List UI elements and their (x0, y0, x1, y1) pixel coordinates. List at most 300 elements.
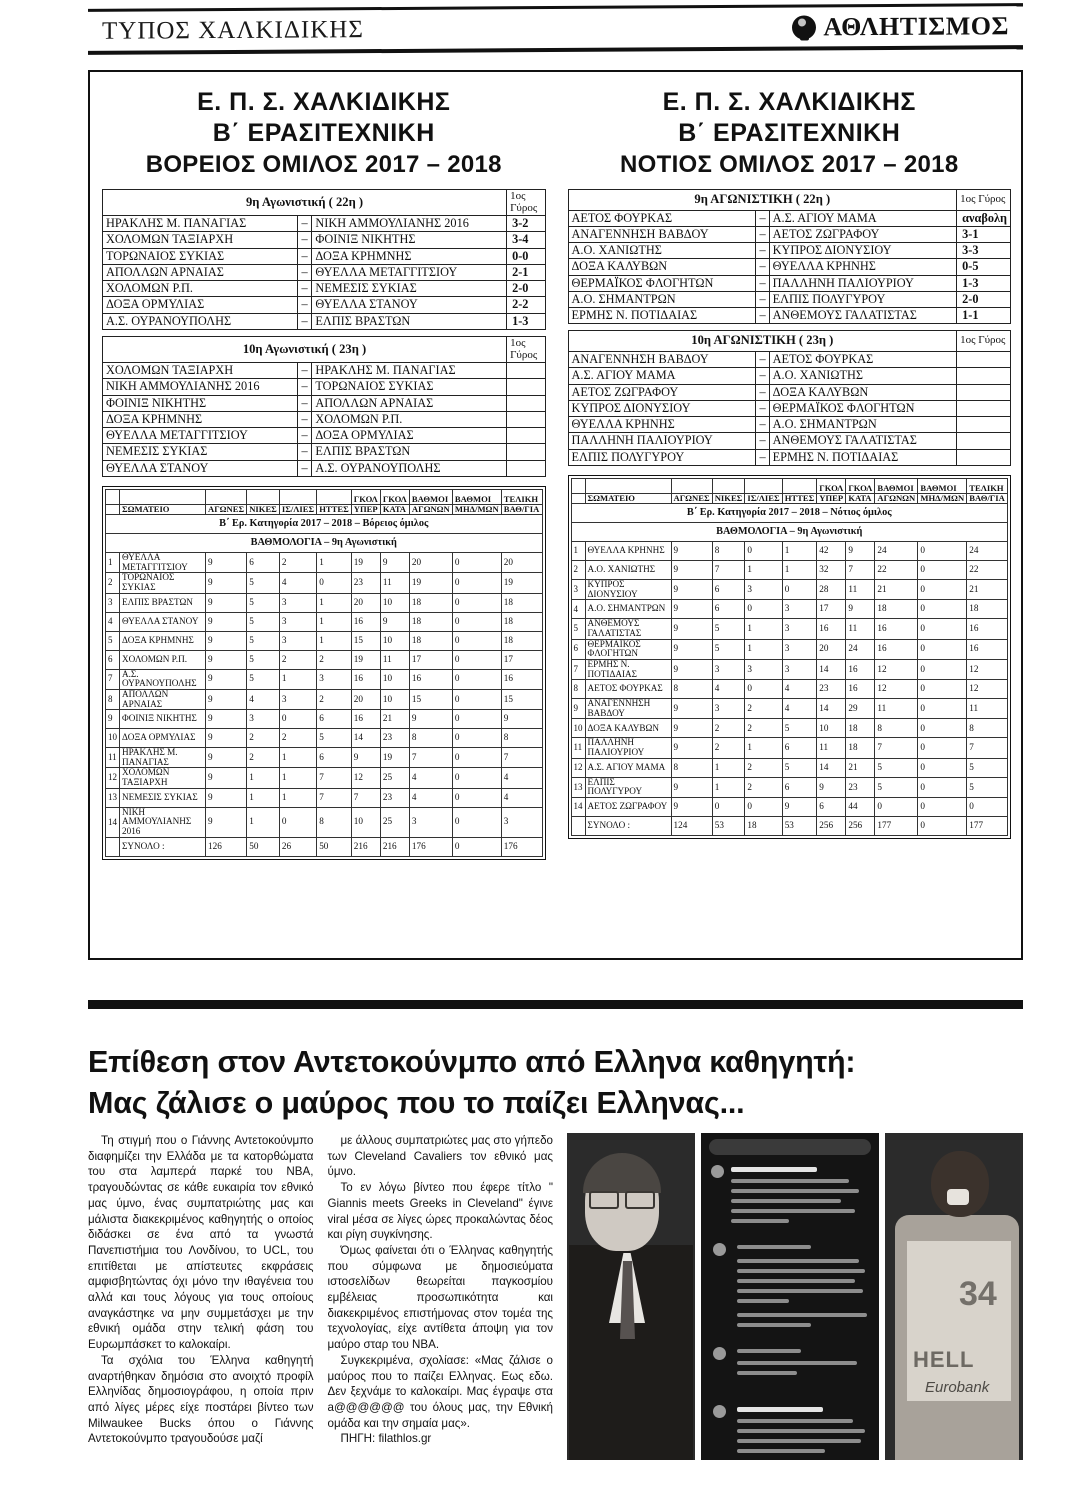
standings-position: 14 (571, 798, 585, 817)
standings-d: 0 (279, 710, 316, 729)
screenshot-avatar-4 (713, 1405, 726, 1418)
screenshot-text-line (737, 1349, 801, 1353)
standings-d: 2 (745, 699, 782, 719)
fixture-row (568, 368, 1011, 384)
standings-pen: 0 (452, 748, 501, 768)
standings-l: 7 (317, 788, 352, 807)
standings-l: 8 (317, 807, 352, 837)
north-standings-table (105, 489, 543, 857)
fixture-score: 3-4 (507, 232, 545, 248)
standings-position: 2 (571, 560, 585, 579)
standings-team-name: ΑΝΑΓΕΝΝΗΣΗ ΒΑΒΔΟΥ (585, 699, 671, 719)
standings-gf: 12 (351, 768, 380, 788)
standings-row (571, 738, 1008, 758)
standings-pen: 0 (452, 689, 501, 709)
standings-l: 1 (317, 631, 352, 650)
standings-pts: 0 (875, 798, 918, 817)
standings-team-name: Α.Ο. ΣΗΜΑΝΤΡΩΝ (585, 600, 671, 619)
south-md9-round-header: 1ος Γύρος (957, 190, 1011, 211)
standings-total: 11 (967, 699, 1008, 719)
standings-col-header-top: ΒΑΘΜΟΙ (918, 478, 967, 493)
fixture-row (103, 281, 546, 297)
standings-gf: 19 (351, 552, 380, 572)
south-md10-fixtures (568, 352, 1011, 466)
standings-position: 10 (571, 719, 585, 738)
standings-team-name: ΑΝΘΕΜΟΥΣ ΓΑΛΑΤΙΣΤΑΣ (585, 619, 671, 639)
standings-d: 1 (279, 748, 316, 768)
fixture-dash: – (756, 308, 769, 324)
standings-gf: 23 (351, 573, 380, 593)
standings-gf: 16 (817, 619, 846, 639)
fixture-row (103, 313, 546, 329)
standings-l: 3 (782, 639, 817, 659)
standings-col-header-top (571, 478, 585, 493)
glasses-icon (589, 1191, 655, 1205)
standings-row (571, 699, 1008, 719)
standings-gf: 9 (817, 777, 846, 797)
standings-col-header-top: ΒΑΘΜΟΙ (452, 489, 501, 504)
standings-col-header-top: ΒΑΘΜΟΙ (875, 478, 918, 493)
fixture-score: 3-2 (507, 216, 545, 232)
standings-p: 9 (206, 650, 247, 669)
standings-col-header-top: ΤΕΛΙΚΗ (501, 489, 542, 504)
standings-p: 9 (206, 748, 247, 768)
standings-total: 8 (967, 719, 1008, 738)
fixture-score: 0-0 (507, 248, 545, 264)
standings-row (571, 798, 1008, 817)
fixture-home-team: ΑΝΑΓΕΝΝΗΣΗ ΒΑΒΔΟΥ (568, 226, 756, 242)
standings-gf: 14 (817, 659, 846, 679)
standings-position: 11 (106, 748, 120, 768)
standings-ga: 16 (846, 659, 875, 679)
fixture-home-team: Α.Ο. ΧΑΝΙΩΤΗΣ (568, 243, 756, 259)
standings-col-header-top (745, 478, 782, 493)
standings-header-row-top (571, 478, 1008, 493)
standings-team-name: ΘΕΡΜΑΪΚΟΣ ΦΛΟΓΗΤΩΝ (585, 639, 671, 659)
standings-ga: 10 (380, 631, 409, 650)
north-standings-caption1: Β΄ Ερ. Κατηγορία 2017 – 2018 – Βόρειος όμιλος (106, 514, 543, 533)
fixture-score: 3-1 (957, 226, 1011, 242)
photo-giannis-antetokounmpo (885, 1133, 1023, 1460)
standings-pts: 17 (409, 650, 452, 669)
fixture-away-team: ΚΥΠΡΟΣ ΔΙΟΝΥΣΙΟΥ (769, 243, 957, 259)
standings-ga: 29 (846, 699, 875, 719)
standings-p: 9 (206, 729, 247, 748)
standings-position: 12 (571, 758, 585, 777)
standings-ga: 25 (380, 768, 409, 788)
standings-ga: 16 (846, 680, 875, 699)
standings-col-header-top (247, 489, 280, 504)
standings-d: 3 (279, 593, 316, 612)
fixture-home-team: ΤΟΡΩΝΑΙΟΣ ΣΥΚΙΑΣ (103, 248, 298, 264)
fixture-score (507, 395, 545, 411)
fixture-home-team: ΑΝΑΓΕΝΝΗΣΗ ΒΑΒΔΟΥ (568, 352, 756, 368)
standings-total: 0 (967, 798, 1008, 817)
standings-p: 9 (206, 788, 247, 807)
south-md10-round-header: 1ος Γύρος (957, 331, 1011, 352)
fixture-row (103, 411, 546, 427)
standings-col-header: ΑΓΩΝΩΝ (409, 504, 452, 514)
professor-hair (583, 1153, 661, 1193)
fixture-home-team: ΑΕΤΟΣ ΦΟΥΡΚΑΣ (568, 210, 756, 226)
standings-col-header: ΒΑΘ/ΓΙΑ (501, 504, 542, 514)
south-group-column (556, 72, 1022, 958)
fixture-away-team: ΘΥΕΛΛΑ ΚΡΗΝΗΣ (769, 259, 957, 275)
fixture-dash: – (297, 297, 312, 313)
standings-row (106, 807, 543, 837)
standings-pts: 16 (409, 669, 452, 689)
standings-p: 8 (671, 758, 712, 777)
standings-pen: 0 (452, 612, 501, 631)
standings-total-d: 26 (279, 837, 316, 856)
standings-col-header-top (782, 478, 817, 493)
south-md10-header: 10η ΑΓΩΝΙΣΤΙΚΗ ( 23η ) (568, 331, 957, 352)
standings-col-header-top (712, 478, 745, 493)
standings-ga: 10 (380, 593, 409, 612)
fixture-row (103, 363, 546, 379)
standings-position: 8 (106, 689, 120, 709)
standings-l: 2 (317, 689, 352, 709)
fixture-row (103, 232, 546, 248)
north-title-line2: Β΄ ΕΡΑΣΙΤΕΧΝΙΚΗ (212, 119, 435, 147)
north-standings-caption2: ΒΑΘΜΟΛΟΓΙΑ – 9η Αγωνιστική (106, 533, 543, 552)
fixture-away-team: Α.Σ. ΟΥΡΑΝΟΥΠΟΛΗΣ (312, 460, 507, 476)
standings-team-name: ΧΟΛΟΜΩΝ ΤΑΞΙΑΡΧΗ (120, 768, 206, 788)
standings-pts: 18 (409, 612, 452, 631)
standings-row (571, 560, 1008, 579)
fixture-away-team: ΑΠΟΛΛΩΝ ΑΡΝΑΙΑΣ (312, 395, 507, 411)
standings-row (571, 680, 1008, 699)
standings-pen: 0 (452, 710, 501, 729)
fixture-score (957, 449, 1011, 465)
standings-team-name: ΚΥΠΡΟΣ ΔΙΟΝΥΣΙΟΥ (585, 579, 671, 599)
standings-gf: 14 (817, 699, 846, 719)
fixture-home-team: Α.Ο. ΣΗΜΑΝΤΡΩΝ (568, 291, 756, 307)
standings-total-position (571, 817, 585, 836)
fixture-home-team: ΝΙΚΗ ΑΜΜΟΥΛΙΑΝΗΣ 2016 (103, 379, 298, 395)
standings-total-gf: 256 (817, 817, 846, 836)
fixture-home-team: ΚΥΠΡΟΣ ΔΙΟΝΥΣΙΟΥ (568, 400, 756, 416)
standings-d: 1 (745, 639, 782, 659)
south-md9-header: 9η ΑΓΩΝΙΣΤΙΚΗ ( 22η ) (568, 190, 957, 211)
standings-d: 2 (279, 552, 316, 572)
fixture-home-team: Α.Σ. ΟΥΡΑΝΟΥΠΟΛΗΣ (103, 313, 298, 329)
fixture-away-team: ΘΥΕΛΛΑ ΣΤΑΝΟΥ (312, 297, 507, 313)
standings-p: 9 (671, 541, 712, 560)
screenshot-author-4 (737, 1407, 823, 1412)
standings-p: 9 (671, 619, 712, 639)
standings-ga: 11 (846, 579, 875, 599)
standings-pts: 3 (409, 807, 452, 837)
fixture-away-team: ΕΡΜΗΣ Ν. ΠΟΤΙΔΑΙΑΣ (769, 449, 957, 465)
fixture-score: 2-0 (507, 281, 545, 297)
fixtures-gap (103, 329, 546, 336)
standings-gf: 10 (351, 807, 380, 837)
standings-d: 1 (279, 788, 316, 807)
standings-row (106, 689, 543, 709)
south-title-line3: ΝΟΤΙΟΣ ΟΜΙΛΟΣ 2017 – 2018 (620, 151, 959, 178)
jersey-number: 34 (959, 1275, 997, 1313)
standings-col-header-top (120, 489, 206, 504)
standings-col-header: ΜΗΔ/ΜΩΝ (918, 493, 967, 503)
fixture-home-team: ΑΕΤΟΣ ΖΩΓΡΑΦΟΥ (568, 384, 756, 400)
standings-w: 3 (712, 659, 745, 679)
article-col2-paragraph2: Το εν λόγω βίντεο που έφερε τίτλο " Giannis meets Greeks in Cleveland" έγινε viral μέσα σε λίγες ώρες προκαλώντας δέος και ρίγη συγκίνησης. (327, 1181, 553, 1242)
standings-position: 2 (106, 573, 120, 593)
standings-pen: 0 (452, 650, 501, 669)
fixture-row (568, 352, 1011, 368)
screenshot-text-line (731, 1219, 789, 1223)
standings-pts: 5 (875, 777, 918, 797)
fixture-away-team: ΔΟΞΑ ΚΑΛΥΒΩΝ (769, 384, 957, 400)
standings-col-header: ΝΙΚΕΣ (247, 504, 280, 514)
fixture-score: 1-3 (957, 275, 1011, 291)
standings-p: 9 (671, 719, 712, 738)
fixture-dash: – (297, 232, 312, 248)
standings-ga: 11 (380, 650, 409, 669)
standings-total-d: 18 (745, 817, 782, 836)
standings-total-p: 124 (671, 817, 712, 836)
section-label: ΑΘΛΗΤΙΣΜΟΣ (823, 10, 1009, 41)
standings-ga: 18 (846, 738, 875, 758)
fixture-dash: – (297, 411, 312, 427)
standings-position: 5 (571, 619, 585, 639)
fixture-away-team: ΘΕΡΜΑΪΚΟΣ ΦΛΟΓΗΤΩΝ (769, 400, 957, 416)
fixture-score: 1-3 (507, 313, 545, 329)
standings-position: 3 (106, 593, 120, 612)
screenshot-text-line (737, 1429, 865, 1433)
standings-pts: 8 (875, 719, 918, 738)
standings-ga: 9 (846, 541, 875, 560)
standings-total-w: 53 (712, 817, 745, 836)
standings-position: 3 (571, 579, 585, 599)
screenshot-text-line (737, 1361, 857, 1365)
standings-gf: 32 (817, 560, 846, 579)
standings-p: 9 (671, 600, 712, 619)
standings-col-header: ΑΓΩΝΩΝ (875, 493, 918, 503)
standings-team-name: ΤΟΡΩΝΑΙΟΣ ΣΥΚΙΑΣ (120, 573, 206, 593)
standings-l: 6 (782, 777, 817, 797)
standings-total: 16 (967, 619, 1008, 639)
screenshot-text-line (731, 1179, 849, 1183)
fixture-dash: – (756, 275, 769, 291)
article-col2-paragraph1: με άλλους συμπατριώτες μας στο γήπεδο των Cleveland Cavaliers τον εθνικό μας ύμνο. (327, 1134, 553, 1179)
fixture-score (957, 384, 1011, 400)
league-tables-frame (88, 70, 1023, 960)
standings-row (571, 659, 1008, 679)
north-md10-header-row (103, 336, 546, 362)
fixture-row (568, 433, 1011, 449)
south-standings-body (571, 541, 1008, 835)
standings-total-label: ΣΥΝΟΛΟ : (585, 817, 671, 836)
standings-l: 1 (782, 541, 817, 560)
standings-d: 3 (745, 579, 782, 599)
fixture-row (103, 297, 546, 313)
standings-col-header-top (279, 489, 316, 504)
standings-pts: 22 (875, 560, 918, 579)
standings-d: 2 (745, 719, 782, 738)
standings-pen: 0 (918, 798, 967, 817)
south-title-line1: Ε. Π. Σ. ΧΑΛΚΙΔΙΚΗΣ (662, 88, 916, 116)
standings-l: 1 (317, 593, 352, 612)
standings-d: 2 (279, 729, 316, 748)
standings-col-header: ΗΤΤΕΣ (317, 504, 352, 514)
standings-d: 2 (279, 650, 316, 669)
standings-l: 3 (782, 659, 817, 679)
standings-d: 3 (745, 659, 782, 679)
fixture-row (103, 428, 546, 444)
screenshot-text-line (731, 1209, 855, 1213)
north-fixtures-table (102, 189, 546, 477)
screenshot-text-line (737, 1289, 863, 1293)
standings-l: 5 (782, 719, 817, 738)
screenshot-text-line (737, 1269, 865, 1273)
standings-total-pts: 176 (409, 837, 452, 856)
fixture-score: 2-2 (507, 297, 545, 313)
screenshot-text-line (737, 1449, 825, 1453)
standings-pen: 0 (452, 768, 501, 788)
standings-position: 13 (571, 777, 585, 797)
standings-position: 4 (106, 612, 120, 631)
fixture-away-team: ΑΕΤΟΣ ΖΩΓΡΑΦΟΥ (769, 226, 957, 242)
fixture-dash: – (297, 460, 312, 476)
standings-gf: 23 (817, 680, 846, 699)
fixture-row (568, 417, 1011, 433)
standings-pts: 24 (875, 541, 918, 560)
fixture-home-team: ΑΠΟΛΛΩΝ ΑΡΝΑΙΑΣ (103, 264, 298, 280)
screenshot-text-line (737, 1245, 811, 1249)
standings-pts: 16 (875, 619, 918, 639)
standings-row (571, 719, 1008, 738)
fixture-score (507, 411, 545, 427)
standings-position: 7 (106, 669, 120, 689)
standings-w: 5 (247, 573, 280, 593)
standings-d: 4 (279, 573, 316, 593)
standings-l: 5 (317, 729, 352, 748)
standings-pen: 0 (918, 659, 967, 679)
fixture-dash: – (756, 259, 769, 275)
north-title-line3: ΒΟΡΕΙΟΣ ΟΜΙΛΟΣ 2017 – 2018 (145, 151, 502, 178)
photo-facebook-comments-screenshot (701, 1133, 879, 1460)
standings-row (106, 552, 543, 572)
standings-col-header-top: ΓΚΟΛ (351, 489, 380, 504)
fixture-away-team: ΠΑΛΛΗΝΗ ΠΑΛΙΟΥΡΙΟΥ (769, 275, 957, 291)
fixture-dash: – (756, 368, 769, 384)
standings-l: 6 (317, 748, 352, 768)
standings-p: 9 (206, 593, 247, 612)
standings-total-pts: 177 (875, 817, 918, 836)
fixture-dash: – (756, 400, 769, 416)
standings-pen: 0 (918, 619, 967, 639)
standings-l: 3 (782, 600, 817, 619)
fixture-home-team: ΦΟΙΝΙΞ ΝΙΚΗΤΗΣ (103, 395, 298, 411)
standings-team-name: ΑΕΤΟΣ ΦΟΥΡΚΑΣ (585, 680, 671, 699)
standings-gf: 9 (351, 748, 380, 768)
fixture-away-team: ΗΡΑΚΛΗΣ Μ. ΠΑΝΑΓΙΑΣ (312, 363, 507, 379)
standings-total: 24 (967, 541, 1008, 560)
fixture-home-team: ΧΟΛΟΜΩΝ ΤΑΞΙΑΡΧΗ (103, 363, 298, 379)
standings-w: 6 (712, 600, 745, 619)
player-mouth (947, 1189, 969, 1205)
standings-position: 11 (571, 738, 585, 758)
fixture-home-team: ΧΟΛΟΜΩΝ ΤΑΞΙΑΡΧΗ (103, 232, 298, 248)
standings-row (106, 768, 543, 788)
standings-pen: 0 (918, 541, 967, 560)
article-col2-paragraph3: Όμως φαίνεται ότι ο Έλληνας καθηγητής που σύμφωνα με δημοσιεύματα ιστοσελίδων θεωρείται παγκοσμίου εμβέλειας προσωπικότητα και διακεκριμένος επιστήμονας στον τομέα της τεχνολογίας, είχε αντίθετα άποψη για τον μαύρο σταρ του NBA. (327, 1243, 553, 1352)
fixture-away-team: ΑΝΘΕΜΟΥΣ ΓΑΛΑΤΙΣΤΑΣ (769, 308, 957, 324)
standings-pen: 0 (918, 680, 967, 699)
jersey-team-text: HELL (913, 1347, 975, 1372)
fixture-home-team: ΘΥΕΛΛΑ ΚΡΗΝΗΣ (568, 417, 756, 433)
fixtures-gap (568, 324, 1011, 331)
fixture-score (507, 363, 545, 379)
standings-d: 0 (745, 680, 782, 699)
fixture-home-team: ΕΛΠΙΣ ΠΟΛΥΓΥΡΟΥ (568, 449, 756, 465)
standings-l: 1 (782, 560, 817, 579)
standings-position: 12 (106, 768, 120, 788)
fixture-away-team: ΘΥΕΛΛΑ ΜΕΤΑΓΓΙΤΣΙΟΥ (312, 264, 507, 280)
standings-gf: 28 (817, 579, 846, 599)
north-md10-fixtures (103, 363, 546, 477)
standings-row (106, 631, 543, 650)
standings-w: 5 (247, 669, 280, 689)
standings-d: 0 (745, 798, 782, 817)
standings-w: 1 (247, 788, 280, 807)
north-standings-caption (106, 514, 543, 552)
standings-row (106, 710, 543, 729)
screenshot-author-1 (731, 1167, 817, 1172)
paper-name: ΤΥΠΟΣ ΧΑΛΚΙΔΙΚΗΣ (102, 15, 364, 45)
standings-w: 5 (712, 619, 745, 639)
standings-total: 18 (501, 593, 542, 612)
standings-col-header-top: ΓΚΟΛ (380, 489, 409, 504)
standings-ga: 11 (380, 573, 409, 593)
standings-ga: 18 (846, 719, 875, 738)
standings-gf: 20 (817, 639, 846, 659)
standings-w: 4 (247, 689, 280, 709)
standings-position: 9 (106, 710, 120, 729)
standings-pts: 15 (409, 689, 452, 709)
standings-w: 3 (247, 710, 280, 729)
standings-pen: 0 (918, 600, 967, 619)
standings-total-w: 50 (247, 837, 280, 856)
standings-pts: 20 (409, 552, 452, 572)
standings-total-total: 176 (501, 837, 542, 856)
standings-pen: 0 (452, 552, 501, 572)
standings-col-header: ΚΑΤΑ (380, 504, 409, 514)
standings-team-name: ΕΛΠΙΣ ΒΡΑΣΤΩΝ (120, 593, 206, 612)
fixture-away-team: ΔΟΞΑ ΟΡΜΥΛΙΑΣ (312, 428, 507, 444)
standings-ga: 21 (846, 758, 875, 777)
fixture-score (507, 379, 545, 395)
standings-pen: 0 (918, 699, 967, 719)
standings-total: 8 (501, 729, 542, 748)
standings-l: 0 (317, 573, 352, 593)
south-standings-box (568, 475, 1012, 839)
standings-pen: 0 (452, 807, 501, 837)
screenshot-text-line (737, 1419, 853, 1423)
standings-col-header-top: ΒΑΘΜΟΙ (409, 489, 452, 504)
fixture-away-team: ΔΟΞΑ ΚΡΗΜΝΗΣ (312, 248, 507, 264)
fixture-away-team: ΑΝΘΕΜΟΥΣ ΓΑΛΑΤΙΣΤΑΣ (769, 433, 957, 449)
standings-pts: 16 (875, 639, 918, 659)
standings-pen: 0 (918, 738, 967, 758)
standings-p: 9 (206, 552, 247, 572)
standings-col-header: ΒΑΘ/ΓΙΑ (967, 493, 1008, 503)
standings-total: 16 (967, 639, 1008, 659)
standings-l: 1 (317, 552, 352, 572)
standings-row (106, 650, 543, 669)
